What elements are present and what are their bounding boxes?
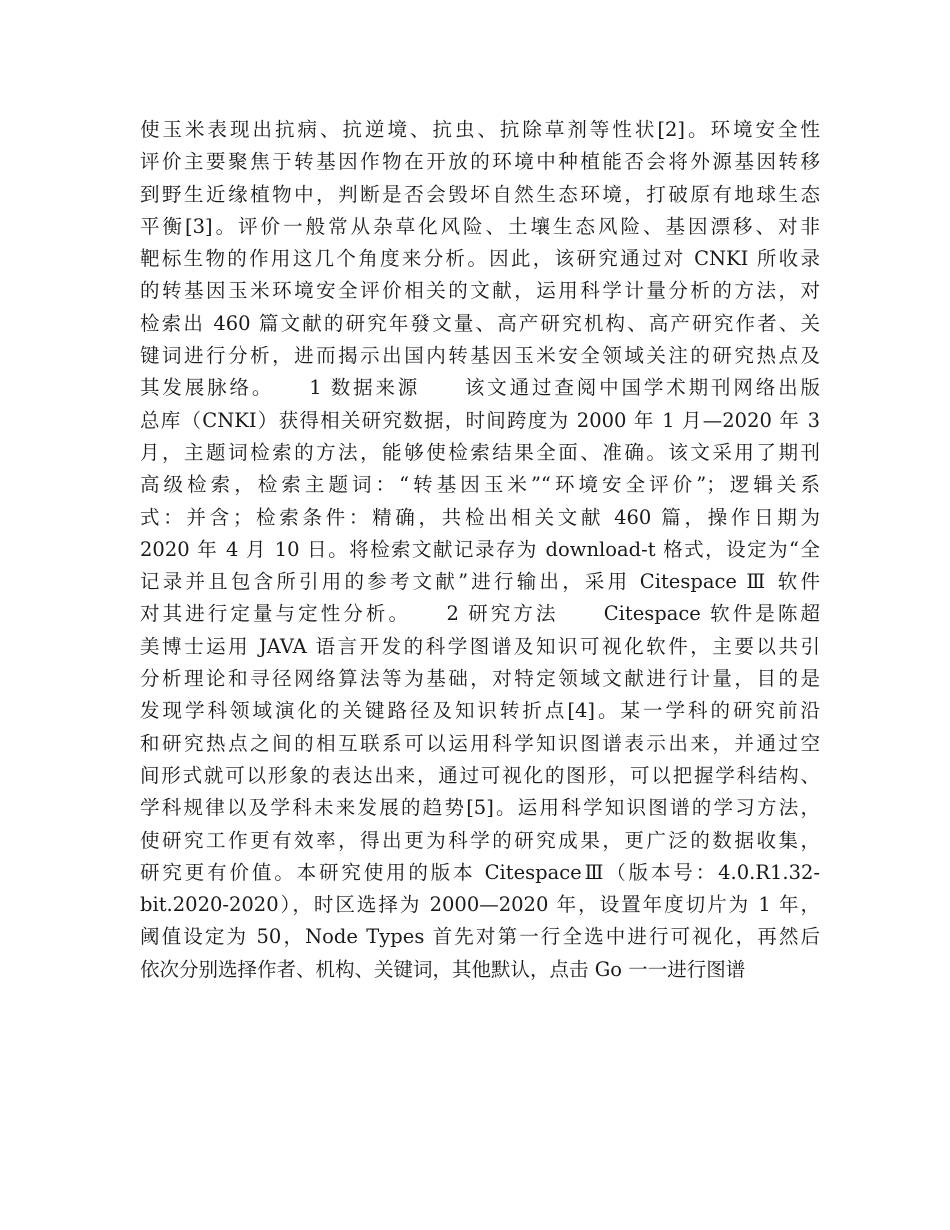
text-line-9: 其发展脉络。 1 数据来源 该文通过查阅中国学术期刊网络出版 [140, 376, 820, 400]
text-line-7: 检索出 460 篇文献的研究年發文量、高产研究机构、高产研究作者、关 [140, 311, 820, 335]
text-line-22: 学科规律以及学科未来发展的趋势[5]。运用科学知识图谱的学习方法， [140, 796, 820, 820]
text-line-6: 的转基因玉米环境安全评价相关的文献，运用科学计量分析的方法，对 [140, 279, 820, 303]
text-line-15: 记录并且包含所引用的参考文献”进行输出，采用 Citespace Ⅲ 软件 [140, 570, 820, 594]
text-line-17: 美博士运用 JAVA 语言开发的科学图谱及知识可视化软件，主要以共引 [140, 634, 820, 658]
text-line-2: 评价主要聚焦于转基因作物在开放的环境中种植能否会将外源基因转移 [140, 150, 820, 174]
text-line-11: 月，主题词检索的方法，能够使检索结果全面、准确。该文采用了期刊 [140, 440, 820, 464]
text-line-26: 阈值设定为 50，Node Types 首先对第一行全选中进行可视化，再然后 [140, 925, 820, 949]
body-text [140, 114, 820, 986]
text-line-21: 间形式就可以形象的表达出来，通过可视化的图形，可以把握学科结构、 [140, 763, 820, 787]
text-line-12: 高级检索，检索主题词：“转基因玉米”“环境安全评价”；逻辑关系 [140, 473, 820, 497]
text-line-25: bit.2020-2020），时区选择为 2000—2020 年，设置年度切片为 1 年， [140, 893, 820, 917]
text-line-10: 总库（CNKI）获得相关研究数据，时间跨度为 2000 年 1 月—2020 年 3 [140, 408, 820, 432]
text-line-16: 对其进行定量与定性分析。 2 研究方法 Citespace 软件是陈超 [140, 602, 820, 626]
text-line-19: 发现学科领域演化的关键路径及知识转折点[4]。某一学科的研究前沿 [140, 699, 820, 723]
text-line-5: 靶标生物的作用这几个角度来分析。因此，该研究通过对 CNKI 所收录 [140, 247, 820, 271]
text-line-13: 式：并含；检索条件：精确，共检出相关文献 460 篇，操作日期为 [140, 505, 820, 529]
text-line-23: 使研究工作更有效率，得出更为科学的研究成果，更广泛的数据收集， [140, 828, 820, 852]
text-line-1: 使玉米表现出抗病、抗逆境、抗虫、抗除草剂等性状[2]。环境安全性 [140, 118, 820, 141]
text-line-3: 到野生近缘植物中，判断是否会毁坏自然生态环境，打破原有地球生态 [140, 182, 820, 206]
text-line-24: 研究更有价值。本研究使用的版本 CitespaceⅢ（版本号：4.0.R1.32- [140, 860, 820, 884]
text-line-27: 依次分别选择作者、机构、关键词，其他默认，点击 Go 一一进行图谱 [140, 957, 746, 981]
text-line-14: 2020 年 4 月 10 日。将检索文献记录存为 download-t 格式，设定为“全 [140, 537, 820, 561]
text-line-8: 键词进行分析，进而揭示出国内转基因玉米安全领域关注的研究热点及 [140, 344, 820, 368]
text-line-18: 分析理论和寻径网络算法等为基础，对特定领域文献进行计量，目的是 [140, 667, 820, 691]
text-line-20: 和研究热点之间的相互联系可以运用科学知识图谱表示出来，并通过空 [140, 731, 820, 755]
text-line-4: 平衡[3]。评价一般常从杂草化风险、土壤生态风险、基因漂移、对非 [140, 214, 820, 238]
